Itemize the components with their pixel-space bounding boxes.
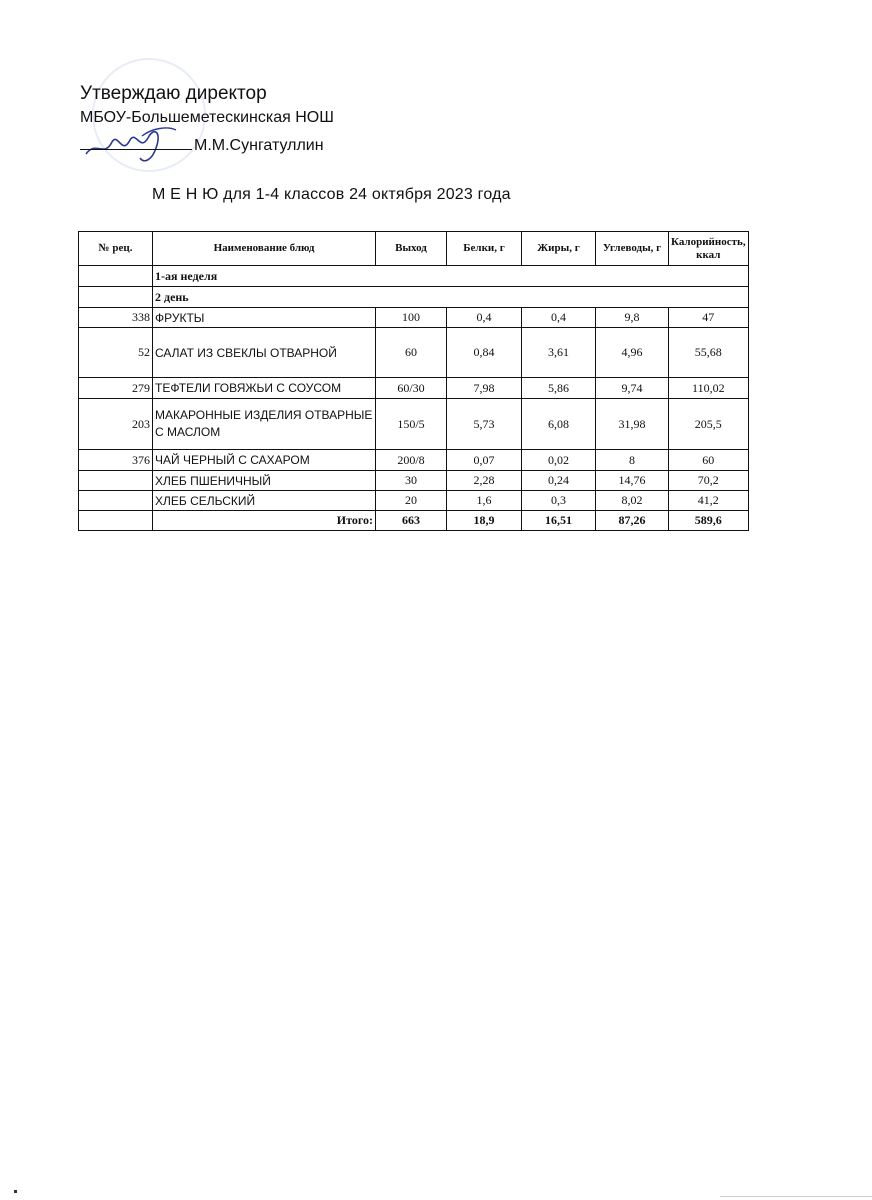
director-name: М.М.Сунгатуллин [194, 137, 324, 154]
day-row [79, 287, 749, 308]
total-fats: 16,51 [522, 511, 596, 531]
total-calories: 589,6 [669, 511, 749, 531]
table-header-row [79, 232, 749, 266]
header-fats: Жиры, г [522, 232, 596, 266]
row-output: 150/5 [376, 399, 447, 450]
row-calories: 205,5 [669, 399, 749, 450]
row-output: 100 [376, 308, 447, 328]
scan-edge [720, 1196, 872, 1197]
table-row [79, 491, 749, 511]
row-fats: 6,08 [522, 399, 596, 450]
page-title: М Е Н Ю для 1-4 классов 24 октября 2023 года [152, 186, 511, 203]
header-carbs: Углеводы, г [596, 232, 669, 266]
row-name: ЧАЙ ЧЕРНЫЙ С САХАРОМ [153, 450, 376, 471]
table-row [79, 399, 749, 450]
row-carbs: 4,96 [596, 328, 669, 378]
signature-underline [80, 135, 192, 150]
row-proteins: 0,84 [447, 328, 522, 378]
row-proteins: 2,28 [447, 471, 522, 491]
row-name: ТЕФТЕЛИ ГОВЯЖЬИ С СОУСОМ [153, 378, 376, 399]
row-num [79, 491, 153, 511]
menu-table [78, 231, 749, 531]
director-signature-line [80, 135, 334, 157]
row-calories: 47 [669, 308, 749, 328]
row-fats: 5,86 [522, 378, 596, 399]
row-fats: 0,3 [522, 491, 596, 511]
row-name: ХЛЕБ СЕЛЬСКИЙ [153, 491, 376, 511]
row-name: ХЛЕБ ПШЕНИЧНЫЙ [153, 471, 376, 491]
day-label: 2 день [153, 287, 749, 308]
header-num: № рец. [79, 232, 153, 266]
row-output: 20 [376, 491, 447, 511]
scan-mark [14, 1190, 17, 1193]
week-row [79, 266, 749, 287]
row-proteins: 5,73 [447, 399, 522, 450]
header-output: Выход [376, 232, 447, 266]
row-num: 52 [79, 328, 153, 378]
row-num: 279 [79, 378, 153, 399]
total-label: Итого: [153, 511, 376, 531]
header-calories: Калорийность, ккал [669, 232, 749, 266]
row-output: 60/30 [376, 378, 447, 399]
row-calories: 60 [669, 450, 749, 471]
total-output: 663 [376, 511, 447, 531]
total-proteins: 18,9 [447, 511, 522, 531]
row-num: 338 [79, 308, 153, 328]
row-calories: 70,2 [669, 471, 749, 491]
row-carbs: 9,8 [596, 308, 669, 328]
row-output: 200/8 [376, 450, 447, 471]
row-num: 376 [79, 450, 153, 471]
table-row [79, 378, 749, 399]
row-name: САЛАТ ИЗ СВЕКЛЫ ОТВАРНОЙ [153, 328, 376, 378]
row-carbs: 31,98 [596, 399, 669, 450]
row-calories: 55,68 [669, 328, 749, 378]
row-proteins: 7,98 [447, 378, 522, 399]
table-row [79, 308, 749, 328]
row-name: МАКАРОННЫЕ ИЗДЕЛИЯ ОТВАРНЫЕ С МАСЛОМ [153, 399, 376, 450]
row-carbs: 8,02 [596, 491, 669, 511]
table-row [79, 328, 749, 378]
row-fats: 0,4 [522, 308, 596, 328]
row-num: 203 [79, 399, 153, 450]
row-calories: 41,2 [669, 491, 749, 511]
total-carbs: 87,26 [596, 511, 669, 531]
row-proteins: 1,6 [447, 491, 522, 511]
table-row [79, 450, 749, 471]
approval-block [80, 82, 334, 157]
row-fats: 0,24 [522, 471, 596, 491]
row-output: 60 [376, 328, 447, 378]
row-carbs: 14,76 [596, 471, 669, 491]
row-proteins: 0,07 [447, 450, 522, 471]
row-output: 30 [376, 471, 447, 491]
row-name: ФРУКТЫ [153, 308, 376, 328]
row-fats: 3,61 [522, 328, 596, 378]
table-row [79, 471, 749, 491]
total-row [79, 511, 749, 531]
row-num [79, 471, 153, 491]
approval-line1: Утверждаю директор [80, 83, 267, 104]
header-proteins: Белки, г [447, 232, 522, 266]
week-label: 1-ая неделя [153, 266, 749, 287]
row-proteins: 0,4 [447, 308, 522, 328]
row-carbs: 8 [596, 450, 669, 471]
header-name: Наименование блюд [153, 232, 376, 266]
approval-line2: МБОУ-Большеметескинская НОШ [80, 109, 334, 126]
row-fats: 0,02 [522, 450, 596, 471]
row-calories: 110,02 [669, 378, 749, 399]
row-carbs: 9,74 [596, 378, 669, 399]
